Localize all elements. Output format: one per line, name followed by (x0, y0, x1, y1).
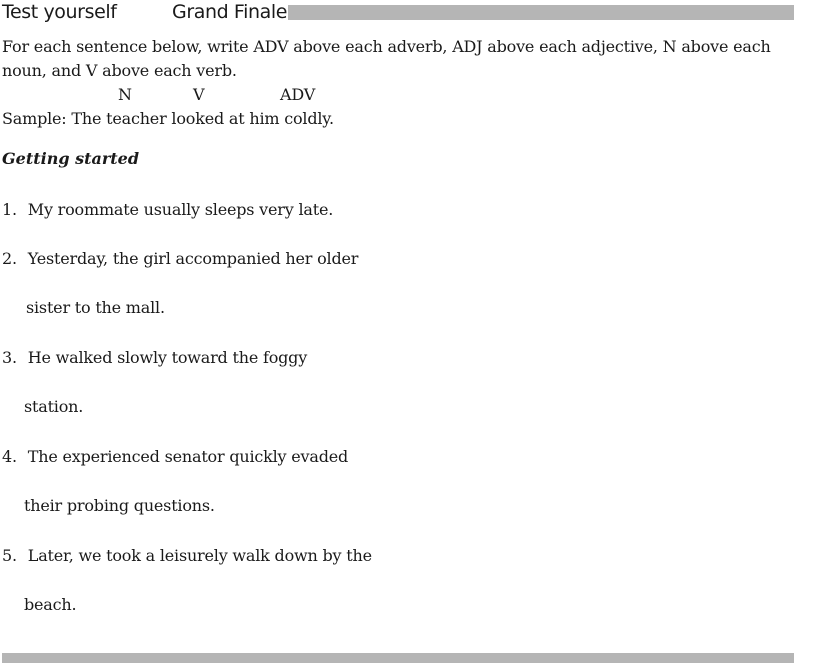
header-title-right: Grand Finale (172, 1, 287, 23)
exercise-4 (2, 447, 348, 466)
sample-sentence: Sample: The teacher looked at him coldly. (2, 109, 334, 128)
exercise-number: 5. (2, 546, 17, 565)
exercise-line: He walked slowly toward the foggy (27, 348, 308, 367)
exercise-line: Later, we took a leisurely walk down by the (27, 546, 372, 565)
exercise-number: 2. (2, 249, 17, 268)
exercise-4-continuation: their probing questions. (24, 496, 215, 515)
section-title: Getting started (2, 149, 140, 168)
exercise-3-continuation: station. (24, 397, 84, 416)
page-header (2, 0, 794, 28)
header-title-left: Test yourself (2, 1, 117, 23)
instructions-text: For each sentence below, write ADV above each adverb, ADJ above each adjective, N above each noun, and V above each verb. (2, 37, 771, 80)
exercise-2 (2, 249, 358, 268)
exercise-number: 4. (2, 447, 17, 466)
sample-tag-verb: V (193, 85, 205, 104)
exercise-2-continuation: sister to the mall. (26, 298, 165, 317)
exercise-number: 1. (2, 200, 17, 219)
header-divider-bar (288, 5, 794, 20)
exercise-line: My roommate usually sleeps very late. (27, 200, 334, 219)
exercise-line: Yesterday, the girl accompanied her older (27, 249, 359, 268)
exercise-5-continuation: beach. (24, 595, 77, 614)
exercise-5 (2, 546, 372, 565)
sample-tag-row (0, 85, 400, 107)
exercise-line: The experienced senator quickly evaded (27, 447, 349, 466)
exercise-1 (2, 200, 333, 219)
exercise-3 (2, 348, 307, 367)
exercise-number: 3. (2, 348, 17, 367)
footer-divider-bar (2, 653, 794, 663)
sample-tag-noun: N (118, 85, 132, 104)
sample-tag-adverb: ADV (280, 85, 316, 104)
